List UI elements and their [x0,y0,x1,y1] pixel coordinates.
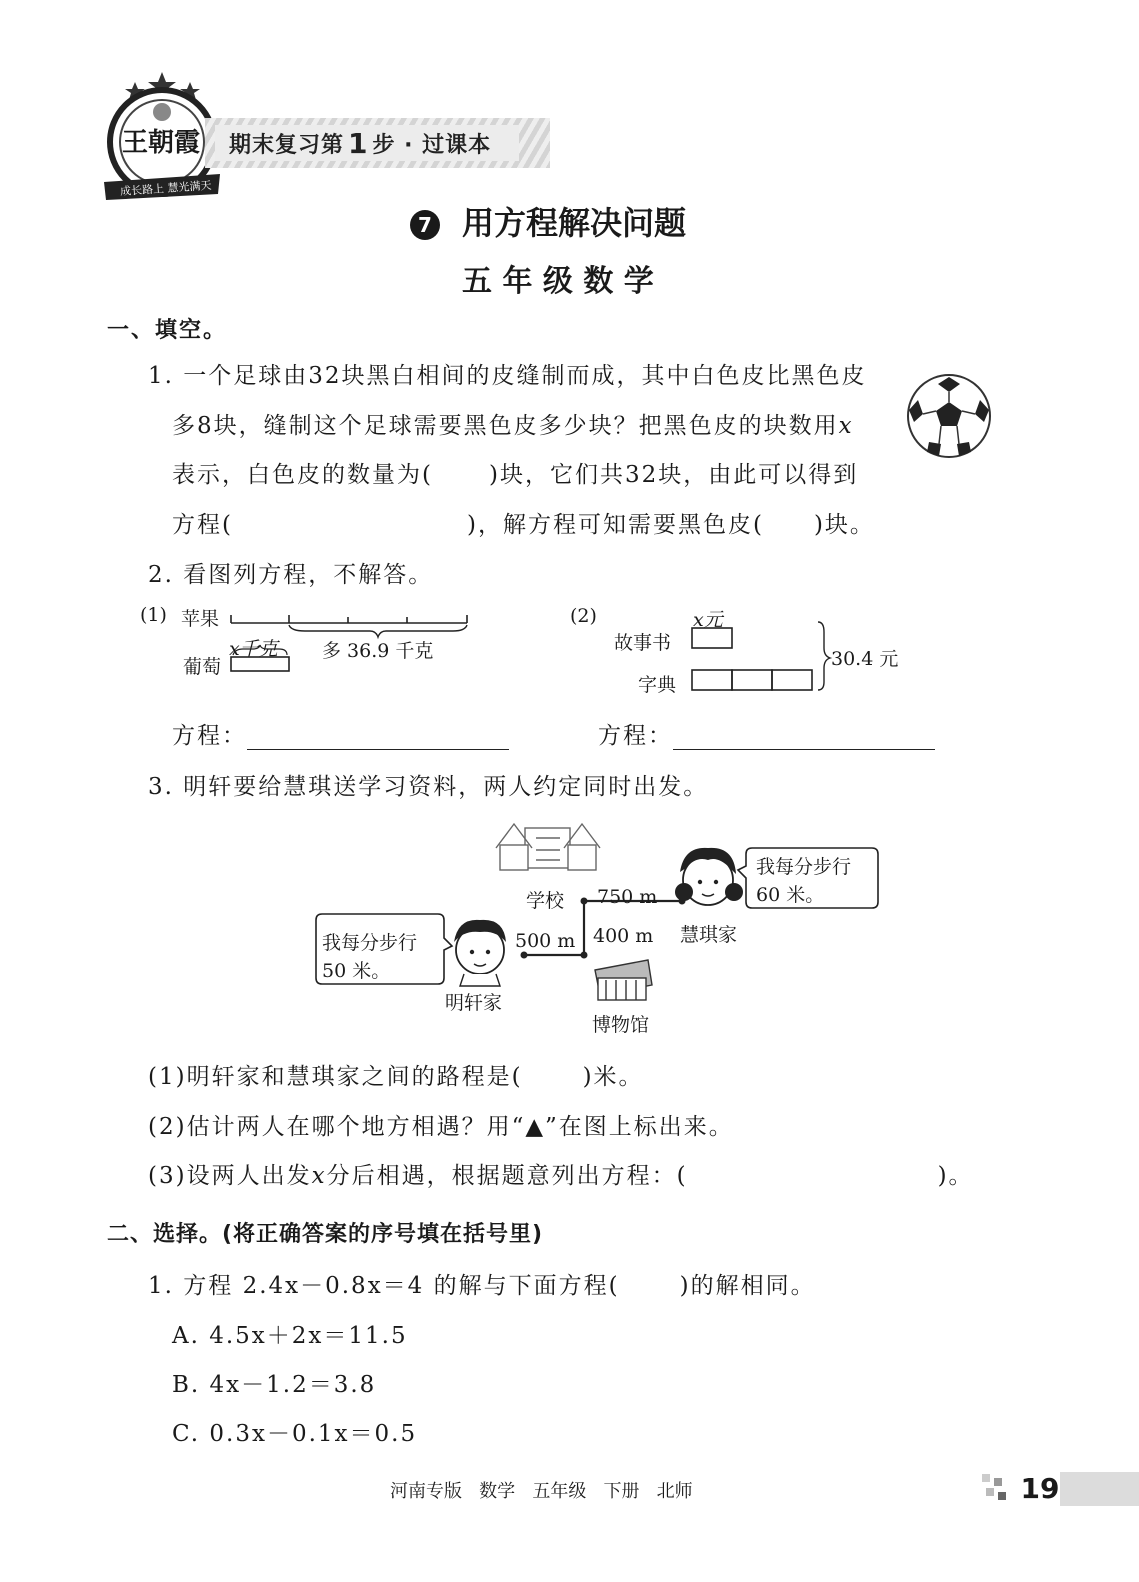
d1-more-label: 多 36.9 千克 [322,640,434,662]
q3-sub1 [148,1058,644,1091]
q3-text: 3. 明轩要给慧琪送学习资料，两人约定同时出发。 [148,774,709,800]
q1-line2-var: x [838,413,854,439]
mx-speech-line2: 50 米。 [322,960,391,982]
s2-q1b: )的解相同。 [679,1273,816,1299]
q3-s1a: (1)明轩家和慧琪家之间的路程是( [148,1064,523,1090]
s2-option-a: A. 4.5x＋2x＝11.5 [172,1323,408,1349]
banner-text-pre: 期末复习第 [229,132,345,158]
logo-motto: 成长路上 慧光满天 [119,178,212,199]
page-number: 19 [1020,1472,1060,1505]
d2-equation-input[interactable] [673,725,935,750]
q3-sub3 [148,1157,974,1190]
mx-home-label: 明轩家 [445,992,503,1014]
q1-l4a: 方程( [172,512,233,538]
footer-text: 河南专版 数学 五年级 下册 北师 [390,1481,693,1502]
q1-line4 [172,506,875,539]
logo-name: 王朝霞 [122,128,201,158]
s2-option-b: B. 4x－1.2＝3.8 [172,1372,377,1398]
page-title [410,198,686,244]
footer-squares-icon [982,1474,1010,1504]
s2-option-c: C. 0.3x－0.1x＝0.5 [172,1421,418,1447]
d2-segment-diagram [688,618,833,694]
d1-grape-label: 葡萄 [183,656,222,678]
d1-equation [172,717,509,750]
q1-l4c: )块。 [813,512,875,538]
d2-total-label: 30.4 元 [831,648,899,670]
section2-heading: 二、选择。(将正确答案的序号填在括号里) [107,1222,544,1247]
d2-label: (2) [570,605,597,627]
hq-home-label: 慧琪家 [680,924,738,946]
q2-text: 2. 看图列方程，不解答。 [148,562,434,588]
banner-text-post: 步 · 过课本 [372,132,492,158]
school-label: 学校 [526,890,565,912]
d2-equation [598,717,935,750]
title-number-badge: 7 [410,210,440,240]
s2-q1a: 1. 方程 2.4x－0.8x＝4 的解与下面方程( [148,1273,620,1299]
d2-eq-label: 方程： [598,723,673,749]
d2-book-label: 故事书 [614,632,672,654]
section1-heading: 一、填空。 [107,318,228,343]
banner-step: 1 [348,126,369,160]
s2-q1 [148,1267,816,1300]
q1-line2-text: 多8块，缝制这个足球需要黑色皮多少块？把黑色皮的块数用 [172,413,839,439]
distance-400: 400 m [593,925,654,947]
d2-dict-label: 字典 [638,674,677,696]
d1-apple-label: 苹果 [181,608,220,630]
q3-s3a: (3)设两人出发 [148,1163,312,1189]
distance-750: 750 m [597,886,658,908]
school-icon [496,824,600,870]
d1-eq-label: 方程： [172,723,247,749]
d2-x-label-text: x元 [693,609,723,631]
header-banner [205,118,550,168]
q1-l3a: 表示，白色皮的数量为( [172,462,433,488]
q1-line3 [172,456,858,489]
footer-bar [1060,1472,1139,1506]
q1-line1: 1. 一个足球由32块黑白相间的皮缝制而成，其中白色皮比黑色皮 [148,363,867,389]
d1-equation-input[interactable] [247,725,509,750]
d1-label: (1) [140,604,167,626]
title-main: 用方程解决问题 [462,204,687,242]
page-subtitle: 五 年 级 数 学 [462,264,654,299]
hq-speech-line1: 我每分步行 [756,856,852,878]
q3-sub2: (2)估计两人在哪个地方相遇？用“▲”在图上标出来。 [148,1114,734,1140]
q1-l3b: )块，它们共32块，由此可以得到 [488,462,859,488]
d1-segment-diagram [225,605,475,675]
museum-label: 博物馆 [592,1014,650,1036]
hq-speech-line2: 60 米。 [756,884,825,906]
q3-s3b: 分后相遇，根据题意列出方程：( [326,1163,688,1189]
mingxuan-avatar [454,920,506,986]
soccer-ball-icon [905,372,993,464]
mx-speech-line1: 我每分步行 [322,932,418,954]
q3-s1b: )米。 [582,1064,644,1090]
footer-decoration [982,1474,1010,1504]
huiqi-avatar [675,848,743,905]
distance-500: 500 m [515,930,576,952]
q3-s3c: )。 [937,1163,974,1189]
q1-line2 [172,407,854,440]
q3-s3-var: x [311,1163,327,1189]
q1-l4b: )，解方程可知需要黑色皮( [466,512,764,538]
museum-icon [595,960,652,1000]
d1-x-label-text: x千克 [229,638,278,660]
